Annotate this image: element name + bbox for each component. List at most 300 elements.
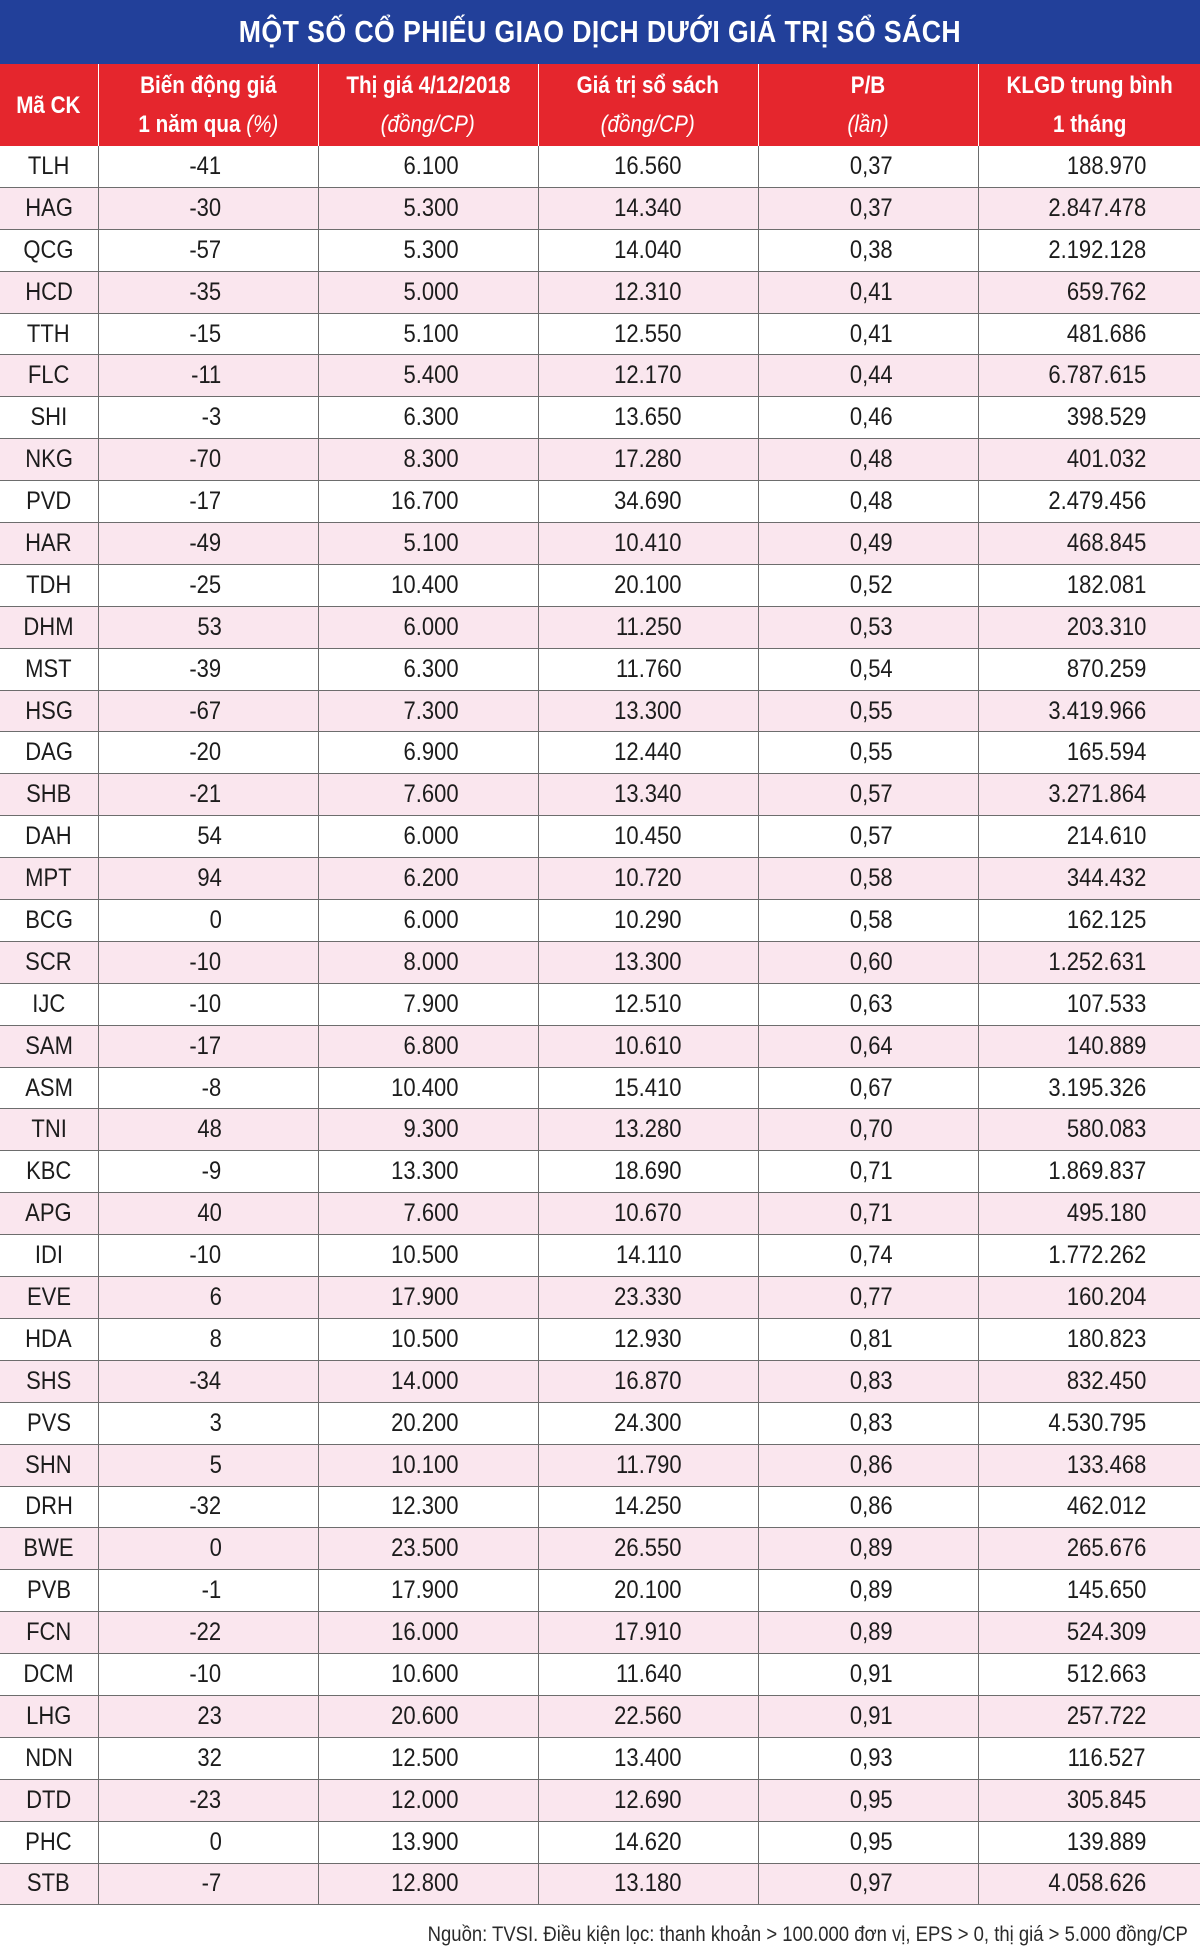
cell-code: MST [0,648,98,690]
table-row [0,1109,1200,1151]
cell-book-value: 10.720 [538,858,758,900]
header-price-line1: Thị giá 4/12/2018 [345,72,511,99]
header-pb-line1: P/B [850,72,886,99]
cell-book-value: 16.560 [538,146,758,187]
cell-pb: 0,38 [758,229,978,271]
cell-book-value: 13.180 [538,1863,758,1905]
cell-book-value: 14.110 [538,1235,758,1277]
cell-code: DRH [0,1486,98,1528]
cell-market-price: 20.600 [318,1695,538,1737]
cell-avg-volume: 162.125 [978,900,1200,942]
cell-code: HAG [0,187,98,229]
table-row [0,858,1200,900]
table-row [0,271,1200,313]
table-row [0,1486,1200,1528]
cell-pb: 0,89 [758,1528,978,1570]
header-change-line2: 1 năm qua [138,111,241,138]
cell-code: HCD [0,271,98,313]
cell-market-price: 10.100 [318,1444,538,1486]
cell-code: IDI [0,1235,98,1277]
cell-code: HAR [0,523,98,565]
table-row [0,1277,1200,1319]
cell-market-price: 10.500 [318,1235,538,1277]
cell-market-price: 12.800 [318,1863,538,1905]
table-row [0,439,1200,481]
cell-pb: 0,54 [758,648,978,690]
cell-code: BCG [0,900,98,942]
cell-book-value: 14.620 [538,1821,758,1863]
cell-pb: 0,81 [758,1318,978,1360]
cell-price-change: -22 [98,1612,318,1654]
cell-book-value: 26.550 [538,1528,758,1570]
cell-book-value: 10.290 [538,900,758,942]
cell-book-value: 13.650 [538,397,758,439]
cell-avg-volume: 2.847.478 [978,187,1200,229]
cell-avg-volume: 305.845 [978,1779,1200,1821]
cell-pb: 0,83 [758,1402,978,1444]
cell-avg-volume: 3.419.966 [978,690,1200,732]
cell-price-change: -67 [98,690,318,732]
cell-market-price: 6.000 [318,606,538,648]
table-row [0,606,1200,648]
cell-avg-volume: 468.845 [978,523,1200,565]
table-row [0,648,1200,690]
cell-book-value: 20.100 [538,564,758,606]
cell-book-value: 13.400 [538,1737,758,1779]
cell-pb: 0,83 [758,1360,978,1402]
cell-price-change: -17 [98,481,318,523]
cell-avg-volume: 344.432 [978,858,1200,900]
cell-book-value: 23.330 [538,1277,758,1319]
table-row [0,1863,1200,1905]
header-change-unit: (%) [245,111,278,138]
header-book-line1: Giá trị sổ sách [576,72,720,99]
cell-avg-volume: 4.058.626 [978,1863,1200,1905]
cell-price-change: -10 [98,983,318,1025]
cell-market-price: 12.300 [318,1486,538,1528]
cell-price-change: -70 [98,439,318,481]
table-title: MỘT SỐ CỔ PHIẾU GIAO DỊCH DƯỚI GIÁ TRỊ SỔ SÁCH [238,14,962,49]
cell-avg-volume: 2.192.128 [978,229,1200,271]
cell-avg-volume: 203.310 [978,606,1200,648]
cell-pb: 0,64 [758,1025,978,1067]
table-row [0,355,1200,397]
table-title-bar [0,0,1200,64]
cell-book-value: 14.040 [538,229,758,271]
cell-code: TNI [0,1109,98,1151]
cell-pb: 0,86 [758,1486,978,1528]
cell-code: NDN [0,1737,98,1779]
cell-code: NKG [0,439,98,481]
cell-book-value: 11.760 [538,648,758,690]
cell-avg-volume: 398.529 [978,397,1200,439]
cell-market-price: 6.300 [318,397,538,439]
cell-code: DAH [0,816,98,858]
cell-book-value: 12.550 [538,313,758,355]
cell-price-change: -34 [98,1360,318,1402]
cell-avg-volume: 140.889 [978,1025,1200,1067]
table-row [0,1444,1200,1486]
cell-market-price: 7.600 [318,774,538,816]
cell-market-price: 6.200 [318,858,538,900]
cell-avg-volume: 188.970 [978,146,1200,187]
cell-market-price: 14.000 [318,1360,538,1402]
cell-market-price: 7.300 [318,690,538,732]
cell-avg-volume: 160.204 [978,1277,1200,1319]
cell-pb: 0,55 [758,732,978,774]
cell-price-change: 32 [98,1737,318,1779]
cell-pb: 0,95 [758,1779,978,1821]
cell-pb: 0,52 [758,564,978,606]
cell-pb: 0,46 [758,397,978,439]
cell-code: TDH [0,564,98,606]
cell-pb: 0,89 [758,1612,978,1654]
cell-book-value: 11.250 [538,606,758,648]
cell-avg-volume: 462.012 [978,1486,1200,1528]
cell-pb: 0,55 [758,690,978,732]
cell-pb: 0,37 [758,146,978,187]
cell-pb: 0,71 [758,1151,978,1193]
cell-market-price: 20.200 [318,1402,538,1444]
cell-code: QCG [0,229,98,271]
cell-pb: 0,63 [758,983,978,1025]
table-row [0,732,1200,774]
cell-pb: 0,49 [758,523,978,565]
cell-price-change: -35 [98,271,318,313]
cell-pb: 0,97 [758,1863,978,1905]
table-row [0,1528,1200,1570]
cell-price-change: -10 [98,1235,318,1277]
cell-pb: 0,91 [758,1695,978,1737]
cell-code: ASM [0,1067,98,1109]
header-code: Mã CK [0,64,98,146]
cell-code: SCR [0,941,98,983]
cell-book-value: 10.410 [538,523,758,565]
cell-pb: 0,67 [758,1067,978,1109]
cell-book-value: 13.300 [538,690,758,732]
table-row [0,146,1200,187]
header-book-value [538,64,758,146]
cell-book-value: 14.340 [538,187,758,229]
cell-avg-volume: 180.823 [978,1318,1200,1360]
cell-code: SHB [0,774,98,816]
cell-market-price: 7.900 [318,983,538,1025]
cell-code: SHS [0,1360,98,1402]
cell-avg-volume: 659.762 [978,271,1200,313]
cell-avg-volume: 832.450 [978,1360,1200,1402]
cell-price-change: 5 [98,1444,318,1486]
source-note: Nguồn: TVSI. Điều kiện lọc: thanh khoản > 100.000 đơn vị, EPS > 0, thị giá > 5.000 đồng/CP [427,1923,1188,1946]
table-row [0,983,1200,1025]
cell-market-price: 5.000 [318,271,538,313]
cell-avg-volume: 580.083 [978,1109,1200,1151]
cell-market-price: 5.100 [318,523,538,565]
cell-code: APG [0,1193,98,1235]
table-row [0,313,1200,355]
cell-avg-volume: 1.869.837 [978,1151,1200,1193]
cell-market-price: 6.900 [318,732,538,774]
cell-market-price: 9.300 [318,1109,538,1151]
header-change [98,64,318,146]
table-row [0,1151,1200,1193]
cell-book-value: 12.170 [538,355,758,397]
table-row [0,481,1200,523]
cell-market-price: 10.400 [318,1067,538,1109]
header-pb-unit: (lần) [847,111,889,138]
cell-price-change: -10 [98,1654,318,1696]
cell-price-change: 0 [98,900,318,942]
cell-market-price: 23.500 [318,1528,538,1570]
cell-price-change: -20 [98,732,318,774]
cell-avg-volume: 182.081 [978,564,1200,606]
cell-market-price: 5.400 [318,355,538,397]
cell-code: KBC [0,1151,98,1193]
cell-avg-volume: 4.530.795 [978,1402,1200,1444]
table-row [0,1821,1200,1863]
table-row [0,1067,1200,1109]
cell-avg-volume: 1.772.262 [978,1235,1200,1277]
cell-avg-volume: 3.195.326 [978,1067,1200,1109]
cell-market-price: 13.900 [318,1821,538,1863]
cell-price-change: -10 [98,941,318,983]
cell-code: TLH [0,146,98,187]
cell-code: LHG [0,1695,98,1737]
cell-market-price: 13.300 [318,1151,538,1193]
cell-pb: 0,74 [758,1235,978,1277]
header-price-unit: (đồng/CP) [380,111,476,138]
cell-price-change: -3 [98,397,318,439]
cell-book-value: 17.910 [538,1612,758,1654]
header-pb [758,64,978,146]
cell-code: SAM [0,1025,98,1067]
header-price [318,64,538,146]
cell-code: HDA [0,1318,98,1360]
cell-book-value: 18.690 [538,1151,758,1193]
cell-avg-volume: 2.479.456 [978,481,1200,523]
cell-code: DCM [0,1654,98,1696]
cell-market-price: 10.500 [318,1318,538,1360]
cell-book-value: 24.300 [538,1402,758,1444]
cell-price-change: -11 [98,355,318,397]
cell-avg-volume: 257.722 [978,1695,1200,1737]
header-volume-line1: KLGD trung bình [1006,72,1173,99]
cell-market-price: 16.700 [318,481,538,523]
cell-pb: 0,41 [758,313,978,355]
header-volume-line2: 1 tháng [1052,111,1126,138]
table-row [0,397,1200,439]
header-book-unit: (đồng/CP) [600,111,696,138]
cell-market-price: 6.100 [318,146,538,187]
cell-pb: 0,48 [758,481,978,523]
cell-pb: 0,58 [758,900,978,942]
cell-avg-volume: 870.259 [978,648,1200,690]
cell-price-change: 0 [98,1528,318,1570]
cell-book-value: 10.670 [538,1193,758,1235]
cell-pb: 0,71 [758,1193,978,1235]
cell-avg-volume: 524.309 [978,1612,1200,1654]
cell-code: EVE [0,1277,98,1319]
cell-pb: 0,89 [758,1570,978,1612]
cell-price-change: 48 [98,1109,318,1151]
table-row [0,1025,1200,1067]
cell-book-value: 16.870 [538,1360,758,1402]
table-row [0,774,1200,816]
table-row [0,1318,1200,1360]
cell-code: DHM [0,606,98,648]
cell-price-change: -8 [98,1067,318,1109]
cell-price-change: -15 [98,313,318,355]
cell-price-change: -39 [98,648,318,690]
cell-market-price: 8.300 [318,439,538,481]
cell-market-price: 7.600 [318,1193,538,1235]
table-row [0,1360,1200,1402]
table-row [0,1737,1200,1779]
cell-book-value: 10.610 [538,1025,758,1067]
cell-pb: 0,41 [758,271,978,313]
cell-book-value: 11.790 [538,1444,758,1486]
cell-price-change: -1 [98,1570,318,1612]
cell-avg-volume: 401.032 [978,439,1200,481]
table-header [0,64,1200,146]
stock-table [0,64,1200,1905]
cell-avg-volume: 512.663 [978,1654,1200,1696]
cell-avg-volume: 495.180 [978,1193,1200,1235]
header-volume [978,64,1200,146]
table-row [0,816,1200,858]
cell-price-change: 94 [98,858,318,900]
cell-market-price: 6.300 [318,648,538,690]
cell-market-price: 5.100 [318,313,538,355]
cell-book-value: 20.100 [538,1570,758,1612]
cell-book-value: 15.410 [538,1067,758,1109]
cell-pb: 0,44 [758,355,978,397]
cell-price-change: -41 [98,146,318,187]
cell-price-change: -49 [98,523,318,565]
table-row [0,564,1200,606]
cell-code: FCN [0,1612,98,1654]
cell-price-change: -30 [98,187,318,229]
table-row [0,690,1200,732]
table-row [0,1235,1200,1277]
cell-code: PHC [0,1821,98,1863]
cell-pb: 0,70 [758,1109,978,1151]
cell-avg-volume: 265.676 [978,1528,1200,1570]
cell-book-value: 12.930 [538,1318,758,1360]
table-row [0,1570,1200,1612]
cell-market-price: 5.300 [318,229,538,271]
cell-pb: 0,60 [758,941,978,983]
cell-book-value: 22.560 [538,1695,758,1737]
table-row [0,1193,1200,1235]
cell-code: PVS [0,1402,98,1444]
cell-code: IJC [0,983,98,1025]
cell-book-value: 12.310 [538,271,758,313]
cell-book-value: 12.510 [538,983,758,1025]
cell-market-price: 17.900 [318,1277,538,1319]
cell-market-price: 6.000 [318,816,538,858]
table-body [0,146,1200,1905]
cell-market-price: 16.000 [318,1612,538,1654]
cell-price-change: -32 [98,1486,318,1528]
cell-book-value: 12.690 [538,1779,758,1821]
cell-avg-volume: 3.271.864 [978,774,1200,816]
cell-book-value: 10.450 [538,816,758,858]
cell-pb: 0,93 [758,1737,978,1779]
cell-pb: 0,53 [758,606,978,648]
cell-pb: 0,57 [758,816,978,858]
cell-price-change: 3 [98,1402,318,1444]
table-row [0,1654,1200,1696]
cell-book-value: 17.280 [538,439,758,481]
cell-market-price: 10.400 [318,564,538,606]
cell-avg-volume: 107.533 [978,983,1200,1025]
cell-market-price: 17.900 [318,1570,538,1612]
cell-pb: 0,95 [758,1821,978,1863]
table-row [0,1695,1200,1737]
cell-pb: 0,86 [758,1444,978,1486]
cell-code: PVB [0,1570,98,1612]
cell-price-change: -57 [98,229,318,271]
cell-pb: 0,57 [758,774,978,816]
cell-avg-volume: 6.787.615 [978,355,1200,397]
table-row [0,523,1200,565]
cell-market-price: 12.500 [318,1737,538,1779]
cell-price-change: -25 [98,564,318,606]
cell-avg-volume: 1.252.631 [978,941,1200,983]
cell-book-value: 13.300 [538,941,758,983]
table-row [0,1779,1200,1821]
cell-book-value: 13.340 [538,774,758,816]
cell-book-value: 13.280 [538,1109,758,1151]
cell-code: PVD [0,481,98,523]
cell-book-value: 12.440 [538,732,758,774]
cell-market-price: 6.000 [318,900,538,942]
cell-avg-volume: 165.594 [978,732,1200,774]
cell-market-price: 8.000 [318,941,538,983]
cell-pb: 0,37 [758,187,978,229]
cell-avg-volume: 139.889 [978,1821,1200,1863]
table-row [0,187,1200,229]
cell-price-change: 6 [98,1277,318,1319]
cell-market-price: 12.000 [318,1779,538,1821]
cell-avg-volume: 145.650 [978,1570,1200,1612]
cell-code: DAG [0,732,98,774]
cell-market-price: 5.300 [318,187,538,229]
cell-price-change: -7 [98,1863,318,1905]
cell-code: MPT [0,858,98,900]
cell-code: HSG [0,690,98,732]
table-row [0,229,1200,271]
cell-market-price: 6.800 [318,1025,538,1067]
cell-avg-volume: 481.686 [978,313,1200,355]
table-row [0,1612,1200,1654]
cell-price-change: -17 [98,1025,318,1067]
cell-price-change: -23 [98,1779,318,1821]
cell-avg-volume: 133.468 [978,1444,1200,1486]
cell-price-change: 23 [98,1695,318,1737]
cell-market-price: 10.600 [318,1654,538,1696]
cell-price-change: 0 [98,1821,318,1863]
cell-code: STB [0,1863,98,1905]
header-change-line1: Biến động giá [139,72,277,99]
cell-book-value: 11.640 [538,1654,758,1696]
table-row [0,941,1200,983]
cell-code: SHN [0,1444,98,1486]
cell-price-change: 40 [98,1193,318,1235]
cell-pb: 0,77 [758,1277,978,1319]
cell-pb: 0,91 [758,1654,978,1696]
cell-price-change: -9 [98,1151,318,1193]
